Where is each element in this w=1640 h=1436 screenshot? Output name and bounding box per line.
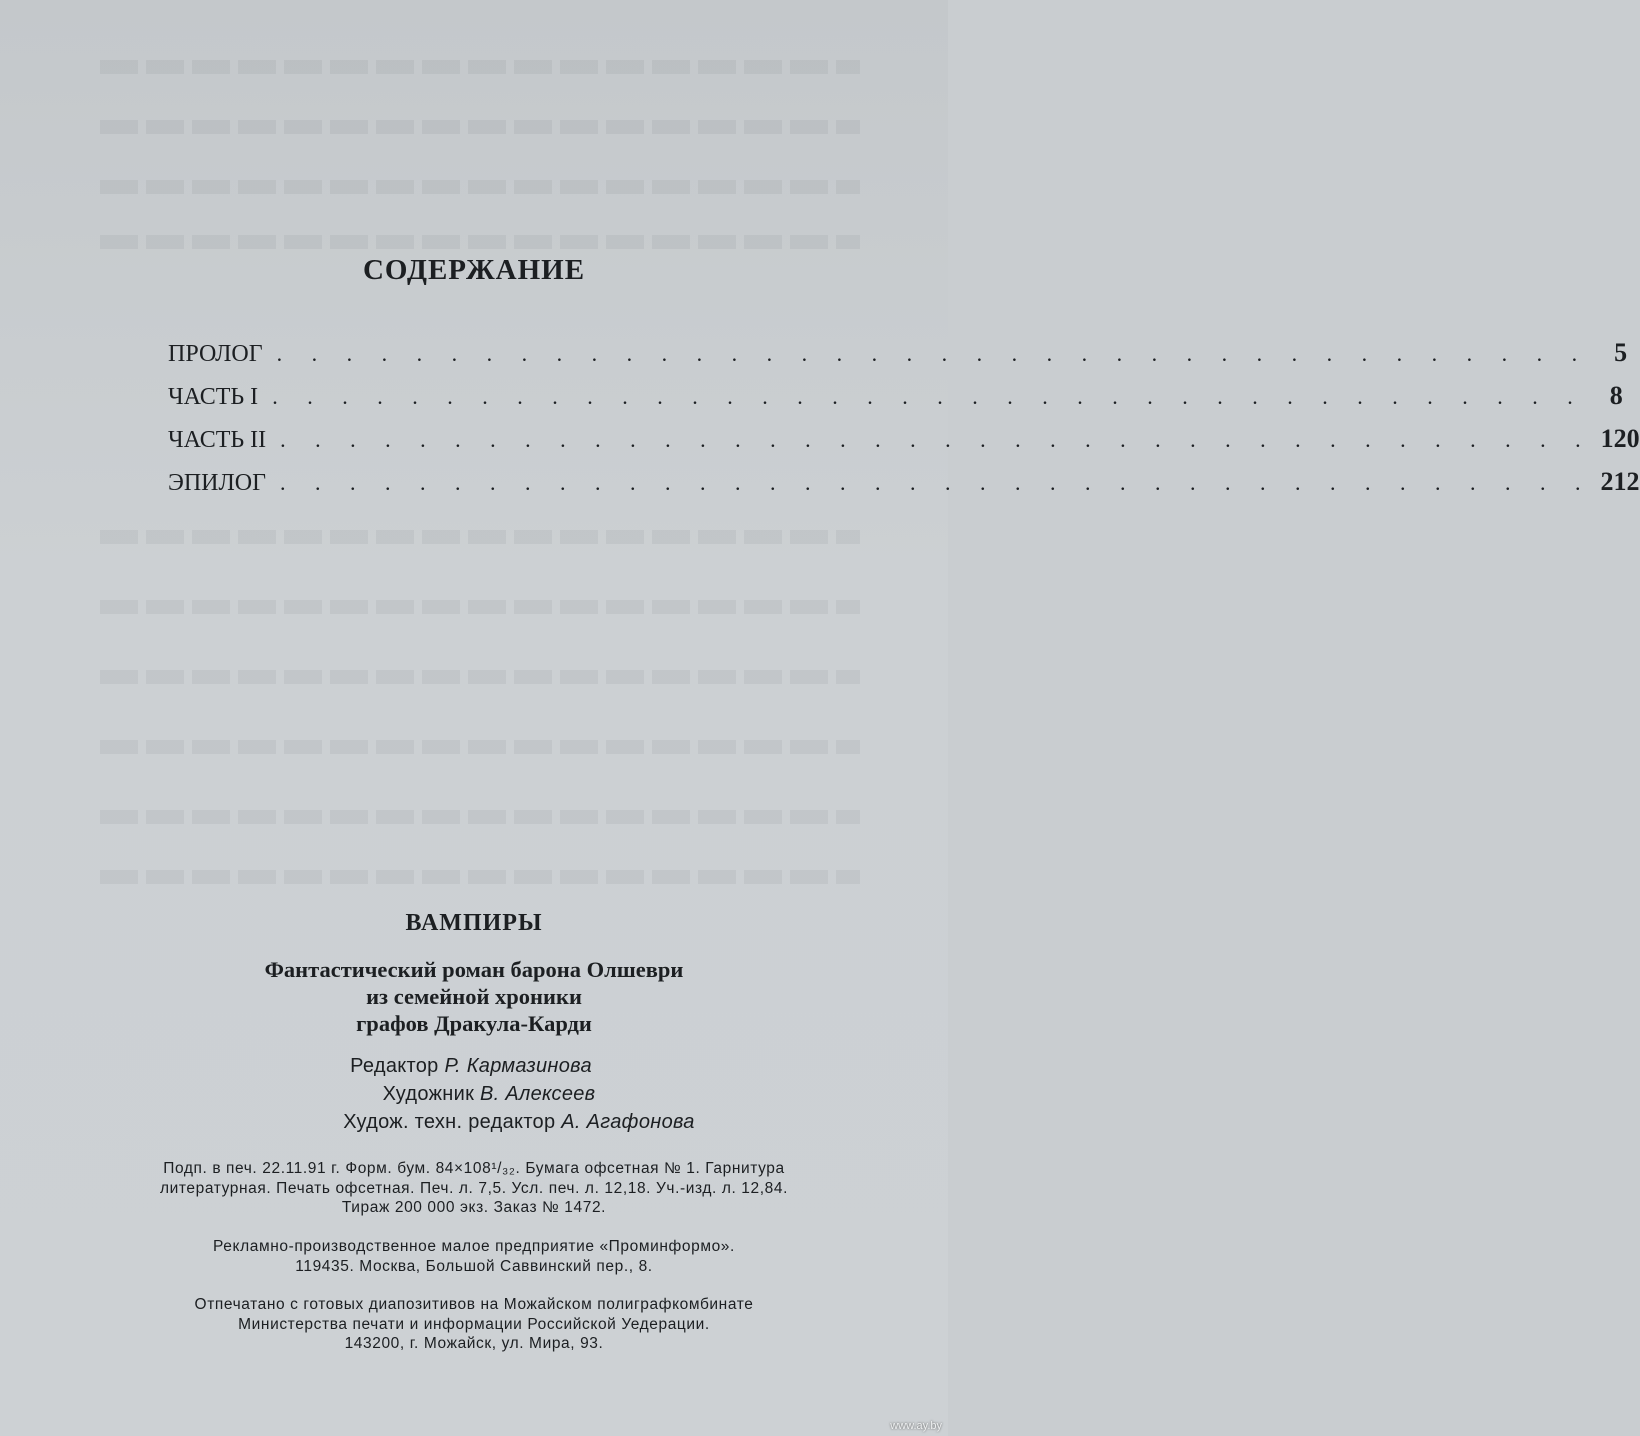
toc-leader: . . . . . . . . . . . . . . . . . . . . . . . . . . . . . . . . . . . . . . bbox=[272, 384, 1585, 409]
imprint-line: Подп. в печ. 22.11.91 г. Форм. бум. 84×108¹/₃₂. Бумага офсетная № 1. Гарнитура bbox=[163, 1160, 785, 1177]
imprint-line: Тираж 200 000 экз. Заказ № 1472. bbox=[341, 1199, 607, 1216]
toc-entry-label: ЧАСТЬ I bbox=[168, 384, 259, 410]
credit-name: А. Агафонова bbox=[561, 1111, 695, 1133]
toc-leader: . . . . . . . . . . . . . . . . . . . . . . . . . . . . . . . . . . . . . . bbox=[280, 470, 1593, 495]
toc-entry-page: 120 bbox=[1600, 424, 1640, 453]
printing-details bbox=[0, 1159, 948, 1218]
imprint-line: Министерства печати и информации Российской Уедерации. bbox=[238, 1315, 710, 1333]
toc-entry-page: 212 bbox=[1600, 467, 1640, 496]
toc-entry-label: ЧАСТЬ II bbox=[168, 427, 267, 453]
toc-entry-epilogue bbox=[168, 467, 1640, 510]
book-subtitle bbox=[0, 956, 948, 1037]
printer-details bbox=[0, 1295, 948, 1354]
credit-role: Художник bbox=[382, 1083, 475, 1105]
toc-leader: . . . . . . . . . . . . . . . . . . . . . . . . . . . . . . . . . . . . . . bbox=[280, 427, 1593, 452]
subtitle-line: Фантастический роман барона Олшеври bbox=[264, 957, 684, 982]
imprint-line: литературная. Печать офсетная. Печ. л. 7,5. Усл. печ. л. 12,18. Уч.-изд. л. 12,84. bbox=[159, 1179, 789, 1197]
toc-entry-page: 5 bbox=[1614, 338, 1628, 367]
toc-heading: СОДЕРЖАНИЕ bbox=[362, 254, 586, 286]
imprint-line: Отпечатано с готовых диапозитивов на Можайском полиграфкомбинате bbox=[194, 1296, 754, 1313]
publisher-details bbox=[0, 1237, 948, 1276]
credits bbox=[0, 1052, 948, 1136]
toc-entry-page: 8 bbox=[1609, 381, 1623, 410]
credit-name: В. Алексеев bbox=[480, 1083, 596, 1105]
credit-editor bbox=[0, 1052, 948, 1080]
credit-name: Р. Кармазинова bbox=[444, 1055, 592, 1077]
toc-entry-prologue bbox=[168, 338, 1628, 381]
table-of-contents bbox=[168, 338, 1640, 510]
credit-artist bbox=[0, 1080, 948, 1108]
book-title: ВАМПИРЫ bbox=[405, 910, 543, 936]
toc-entry-part-1 bbox=[168, 381, 1623, 424]
toc-entry-part-2 bbox=[168, 424, 1640, 467]
toc-entry-label: ЭПИЛОГ bbox=[168, 470, 266, 496]
toc-entry-label: ПРОЛОГ bbox=[168, 341, 263, 367]
toc-leader: . . . . . . . . . . . . . . . . . . . . . . . . . . . . . . . . . . . . . . bbox=[276, 341, 1590, 366]
imprint-line: 143200, г. Можайск, ул. Мира, 93. bbox=[344, 1335, 604, 1352]
credit-role: Редактор bbox=[350, 1055, 439, 1077]
imprint-line: 119435. Москва, Большой Саввинский пер., 8. bbox=[295, 1257, 653, 1275]
imprint-line: Рекламно-производственное малое предприятие «Проминформо». bbox=[213, 1238, 735, 1255]
credit-role: Худож. техн. редактор bbox=[343, 1111, 556, 1133]
credit-tech-editor bbox=[0, 1108, 948, 1136]
subtitle-line: из семейной хроники bbox=[366, 984, 582, 1009]
watermark: www.ay.by bbox=[890, 1420, 942, 1432]
subtitle-line: графов Дракула-Карди bbox=[356, 1011, 592, 1036]
